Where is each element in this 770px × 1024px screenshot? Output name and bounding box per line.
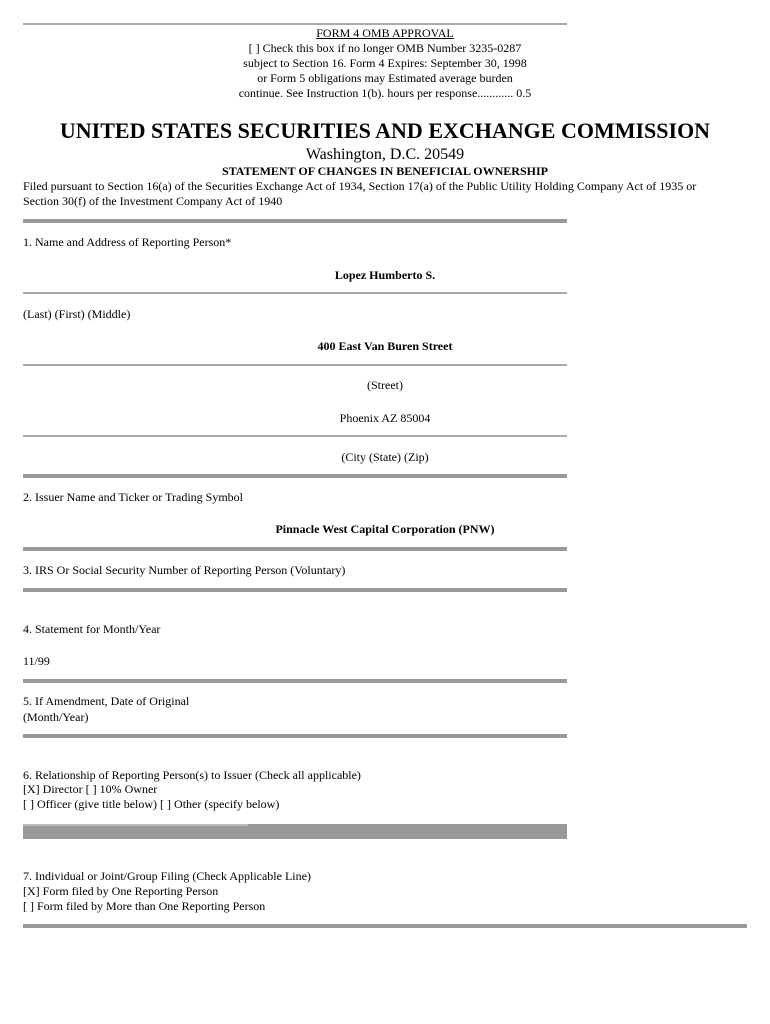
omb-line-3: or Form 5 obligations may Estimated average burden <box>257 71 513 85</box>
omb-line-4: continue. See Instruction 1(b). hours per response............ 0.5 <box>238 86 532 100</box>
item2-end-rule <box>23 547 567 551</box>
item6-line-2: [ ] Officer (give title below) [ ] Other (specify below) <box>23 797 280 811</box>
city-caption: (City (State) (Zip) <box>341 450 429 464</box>
item4-end-rule <box>23 679 567 683</box>
item6-label: 6. Relationship of Reporting Person(s) to Issuer (Check all applicable) <box>23 768 361 782</box>
omb-line-2: subject to Section 16. Form 4 Expires: September 30, 1998 <box>243 56 527 70</box>
item3-label: 3. IRS Or Social Security Number of Reporting Person (Voluntary) <box>23 563 346 577</box>
item6-shaded-bar <box>23 824 567 839</box>
reporting-person-street: 400 East Van Buren Street <box>317 339 453 353</box>
item6-shaded-bar-highlight <box>23 824 248 826</box>
item1-end-rule <box>23 474 567 478</box>
item3-end-rule <box>23 588 567 592</box>
item6-line-1: [X] Director [ ] 10% Owner <box>23 782 158 796</box>
statement-title: STATEMENT OF CHANGES IN BENEFICIAL OWNERSHIP <box>222 164 548 178</box>
commission-title: UNITED STATES SECURITIES AND EXCHANGE COMMISSION <box>59 118 711 143</box>
item5-label-1: 5. If Amendment, Date of Original <box>23 694 190 708</box>
item5-end-rule <box>23 734 567 738</box>
top-rule <box>23 23 567 25</box>
item2-label: 2. Issuer Name and Ticker or Trading Symbol <box>23 490 243 504</box>
name-caption: (Last) (First) (Middle) <box>23 307 131 321</box>
reporting-person-name: Lopez Humberto S. <box>334 268 436 282</box>
item4-label: 4. Statement for Month/Year <box>23 622 161 636</box>
item7-label: 7. Individual or Joint/Group Filing (Check Applicable Line) <box>23 869 311 883</box>
item7-line-1: [X] Form filed by One Reporting Person <box>23 884 219 898</box>
item7-line-2: [ ] Form filed by More than One Reporting Person <box>23 899 266 913</box>
filed-pursuant-line-2: Section 30(f) of the Investment Company Act of 1940 <box>23 194 283 208</box>
street-rule <box>23 364 567 366</box>
item5-label-2: (Month/Year) <box>23 710 89 724</box>
omb-title: FORM 4 OMB APPROVAL <box>316 26 454 40</box>
bottom-rule <box>23 924 747 928</box>
street-caption: (Street) <box>367 378 403 392</box>
item1-label: 1. Name and Address of Reporting Person* <box>23 235 232 249</box>
statement-month-year: 11/99 <box>23 654 50 668</box>
city-rule <box>23 435 567 437</box>
issuer-name: Pinnacle West Capital Corporation (PNW) <box>275 522 495 536</box>
commission-location: Washington, D.C. 20549 <box>305 146 465 163</box>
reporting-person-city: Phoenix AZ 85004 <box>339 411 431 425</box>
filed-pursuant-line-1: Filed pursuant to Section 16(a) of the Securities Exchange Act of 1934, Section 17(a) of the Public Utility Holding Company Act of 1935 or <box>23 179 697 193</box>
section-rule <box>23 219 567 223</box>
omb-line-1: [ ] Check this box if no longer OMB Number 3235-0287 <box>248 41 522 55</box>
name-rule <box>23 292 567 294</box>
